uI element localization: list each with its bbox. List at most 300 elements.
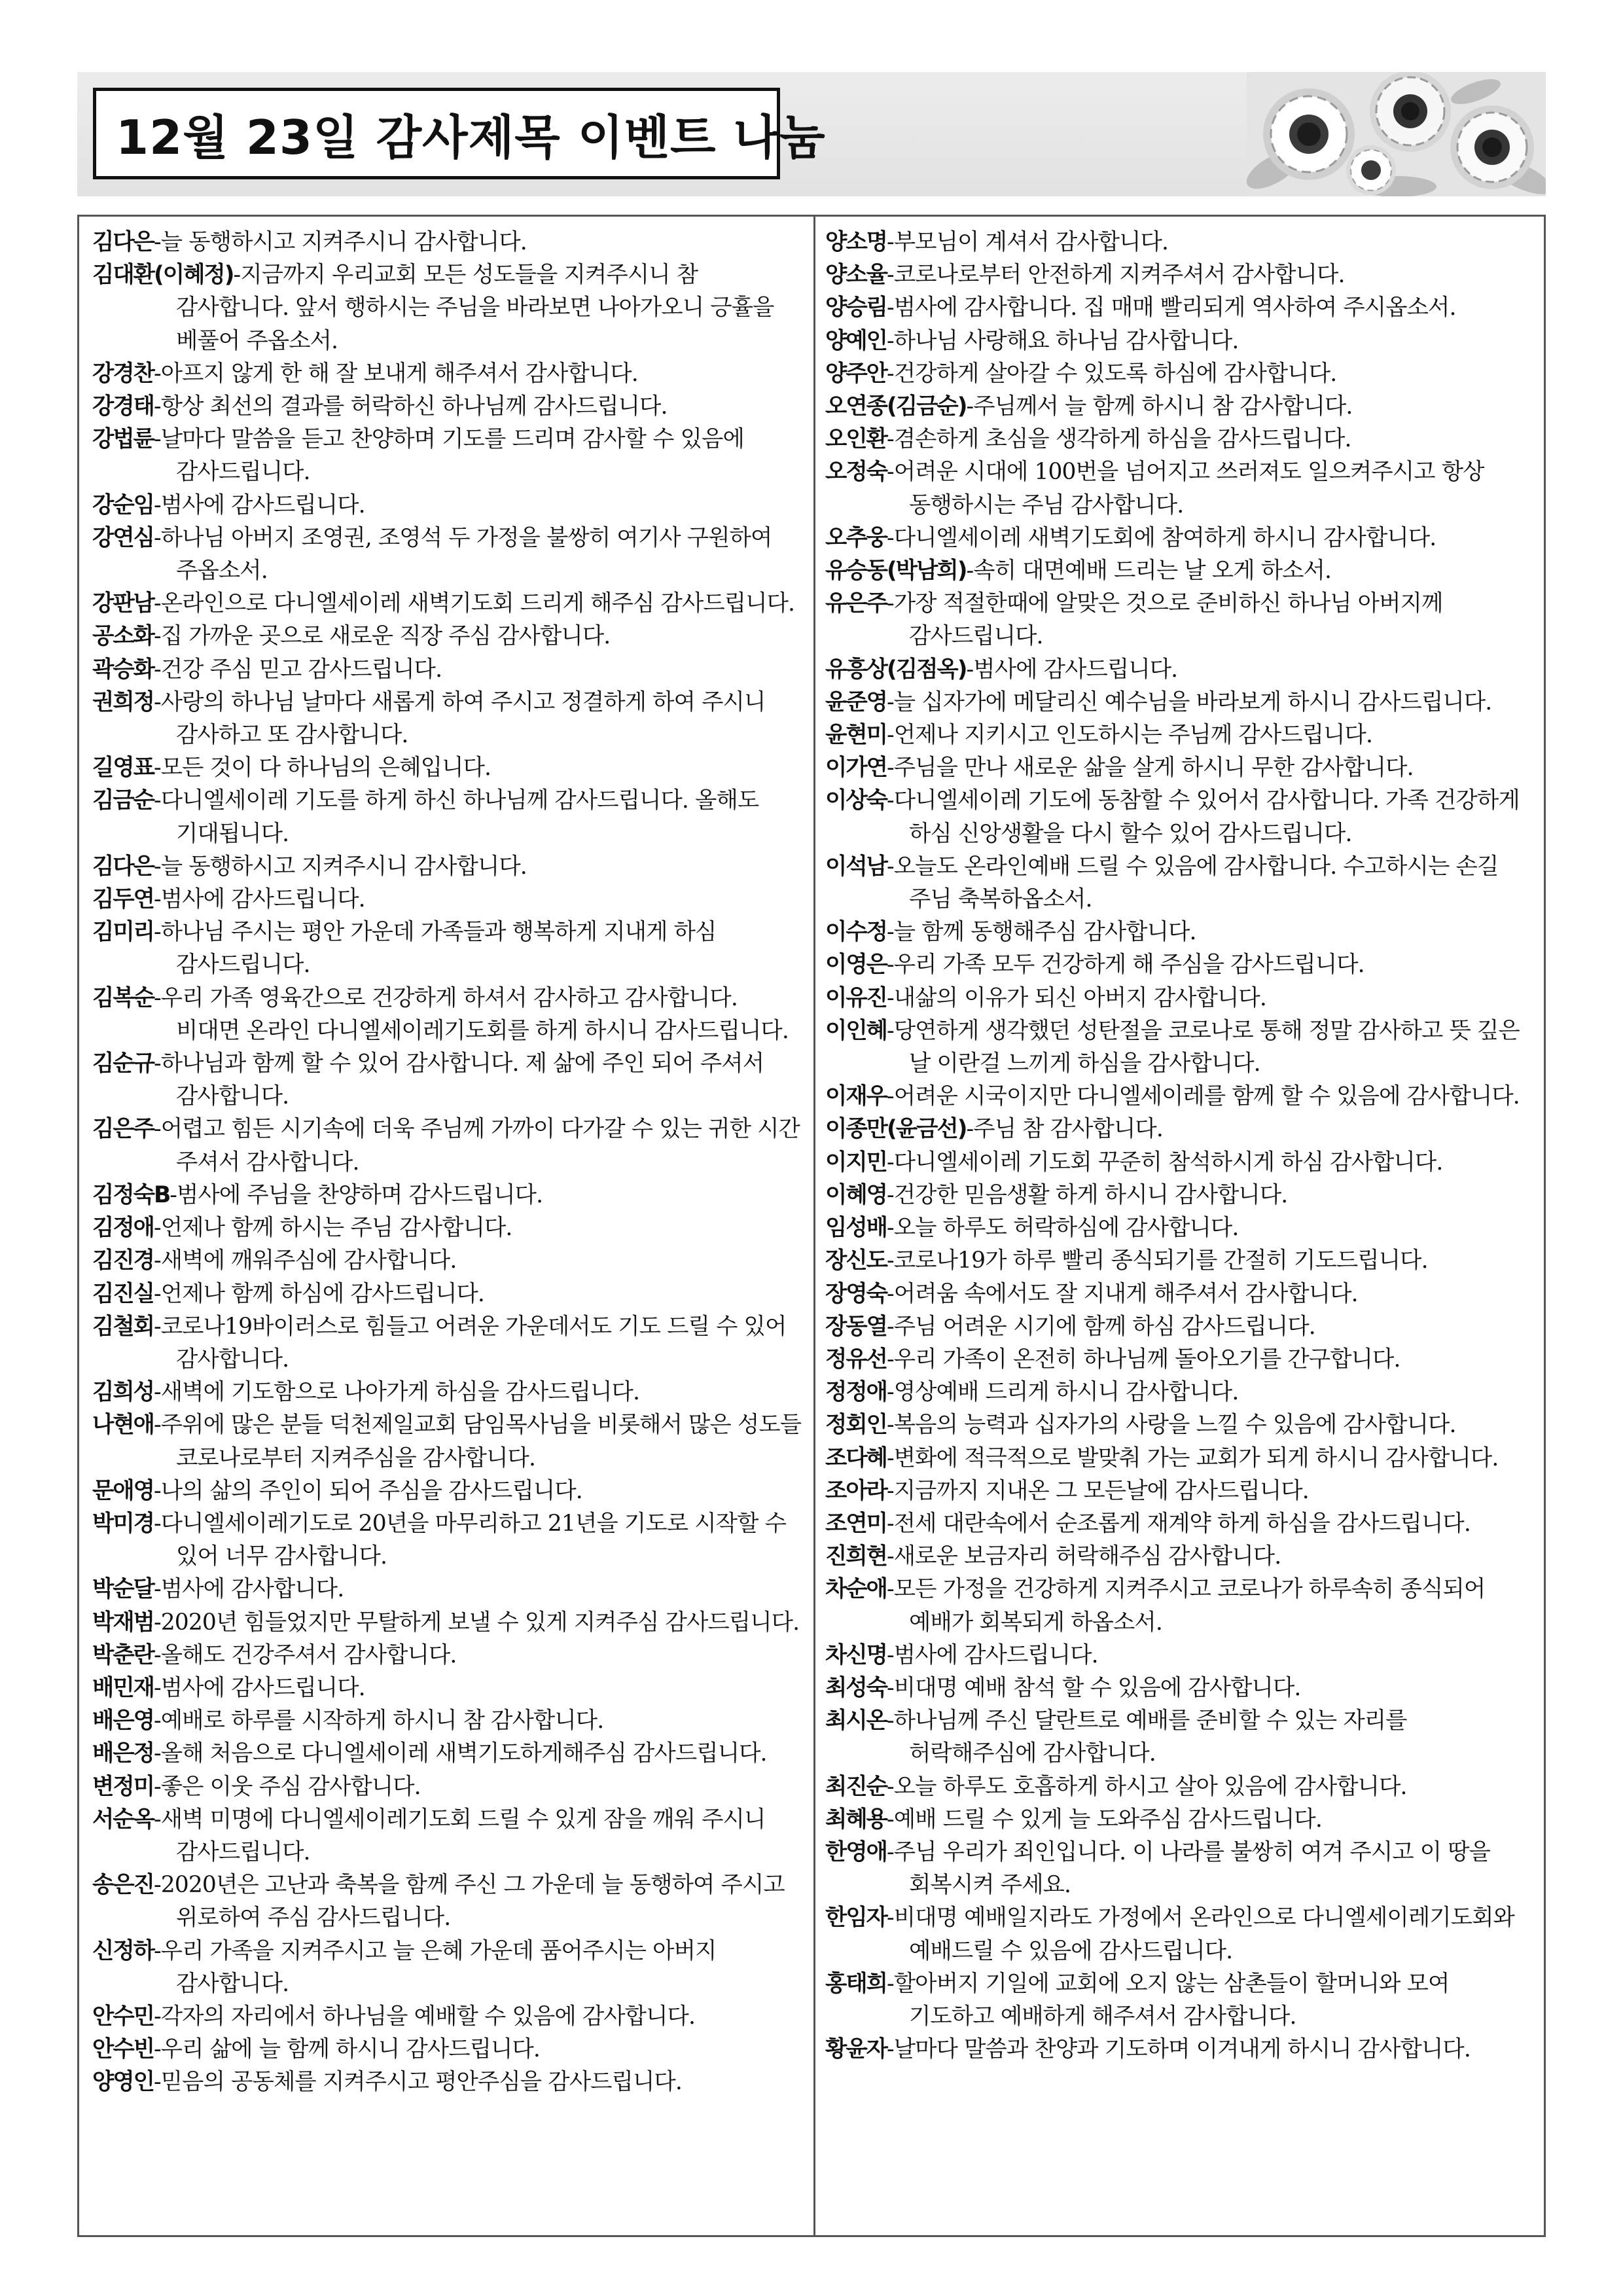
list-item bbox=[825, 1408, 1539, 1441]
entry-text: 다니엘세이레 기도에 동참할 수 있어서 감사합니다. 가족 건강하게 하심 신앙생활을 다시 할수 있어 감사드립니다. bbox=[893, 787, 1520, 847]
entry-text: 각자의 자리에서 하나님을 예배할 수 있음에 감사합니다. bbox=[160, 2003, 696, 2030]
list-item bbox=[825, 259, 1539, 291]
entry-dash: - bbox=[886, 755, 894, 781]
entry-name: 길영표 bbox=[92, 755, 154, 781]
entry-dash: - bbox=[886, 262, 894, 289]
list-item bbox=[825, 1672, 1539, 1704]
entry-text: 오늘 하루도 허락하심에 감사합니다. bbox=[893, 1215, 1239, 1242]
entry-name: 최시온 bbox=[825, 1708, 887, 1734]
entry-text: 2020년은 고난과 축복을 함께 주신 그 가운데 늘 동행하여 주시고 위로하여 주심 감사드립니다. bbox=[160, 1872, 785, 1931]
list-item bbox=[825, 982, 1539, 1014]
entry-dash: - bbox=[233, 262, 241, 289]
entry-dash: - bbox=[153, 2036, 161, 2063]
content-box bbox=[77, 215, 1546, 2237]
entry-text: 새로운 보금자리 허락해주심 감사합니다. bbox=[893, 1543, 1281, 1570]
entry-text: 범사에 주님을 찬양하며 감사드립니다. bbox=[177, 1181, 543, 1208]
list-item bbox=[825, 456, 1539, 521]
entry-dash: - bbox=[886, 1839, 894, 1865]
list-item bbox=[92, 751, 806, 784]
entry-name: 오추웅 bbox=[825, 524, 887, 551]
entry-dash: - bbox=[169, 1181, 177, 1208]
entry-dash: - bbox=[153, 524, 161, 551]
entry-text: 부모님이 계셔서 감사합니다. bbox=[893, 229, 1169, 255]
entry-name: 박재범 bbox=[92, 1609, 154, 1636]
entry-text: 항상 최선의 결과를 허락하신 하나님께 감사드립니다. bbox=[160, 393, 668, 420]
list-item bbox=[825, 1901, 1539, 1967]
entry-text: 하나님께 주신 달란트로 예배를 준비할 수 있는 자리를 허락해주심에 감사합니다. bbox=[893, 1708, 1407, 1767]
entry-text: 늘 함께 동행해주심 감사합니다. bbox=[893, 919, 1196, 946]
entry-dash: - bbox=[153, 1280, 161, 1307]
entry-dash: - bbox=[886, 1543, 894, 1570]
entry-name: 조다혜 bbox=[825, 1444, 887, 1471]
entry-name: 양승림 bbox=[825, 295, 887, 321]
entry-name: 김두연 bbox=[92, 886, 154, 913]
entry-text: 날마다 말씀과 찬양과 기도하며 이겨내게 하시니 감사합니다. bbox=[893, 2036, 1471, 2063]
entry-dash: - bbox=[153, 787, 161, 814]
entry-text: 예배로 하루를 시작하게 하시니 참 감사합니다. bbox=[160, 1708, 604, 1734]
entry-name: 유은주 bbox=[825, 590, 887, 617]
list-item bbox=[92, 1935, 806, 2000]
entry-name: 배은정 bbox=[92, 1740, 154, 1767]
entry-dash: - bbox=[886, 1346, 894, 1372]
list-item bbox=[825, 653, 1539, 686]
entry-dash: - bbox=[153, 1773, 161, 1800]
entry-text: 예배 드릴 수 있게 늘 도와주심 감사드립니다. bbox=[893, 1806, 1322, 1833]
entry-text: 속히 대면예배 드리는 날 오게 하소서. bbox=[973, 558, 1332, 584]
entry-name: 정유선 bbox=[825, 1346, 887, 1372]
list-item bbox=[825, 390, 1539, 423]
entry-name: 한임자 bbox=[825, 1905, 887, 1931]
entry-name: 배은영 bbox=[92, 1708, 154, 1734]
entry-text: 새벽에 기도함으로 나아가게 하심을 감사드립니다. bbox=[160, 1379, 640, 1406]
entry-text: 주님 우리가 죄인입니다. 이 나라를 불쌍히 여겨 주시고 이 땅을 회복시켜 주세요. bbox=[893, 1839, 1491, 1899]
list-item bbox=[92, 1639, 806, 1672]
entry-text: 우리 삶에 늘 함께 하시니 감사드립니다. bbox=[160, 2036, 540, 2063]
entry-dash: - bbox=[153, 393, 161, 420]
entry-name: 이가연 bbox=[825, 755, 887, 781]
entry-name: 강경태 bbox=[92, 393, 154, 420]
list-item bbox=[92, 489, 806, 522]
entry-text: 주님께서 늘 함께 하시니 참 감사합니다. bbox=[973, 393, 1353, 420]
entry-name: 김순규 bbox=[92, 1050, 154, 1077]
entry-name: 김정애 bbox=[92, 1215, 154, 1242]
entry-name: 이유진 bbox=[825, 984, 887, 1011]
list-item bbox=[92, 226, 806, 259]
entry-name: 나현애 bbox=[92, 1412, 154, 1439]
entry-name: 김다은 bbox=[92, 853, 154, 880]
list-item bbox=[92, 982, 806, 1047]
entry-dash: - bbox=[886, 2036, 894, 2063]
entry-dash: - bbox=[886, 1017, 894, 1044]
entry-dash: - bbox=[153, 1937, 161, 1964]
entry-dash: - bbox=[886, 229, 894, 255]
list-item bbox=[92, 1672, 806, 1704]
entry-dash: - bbox=[886, 327, 894, 354]
list-item bbox=[825, 1540, 1539, 1573]
entry-name: 조연미 bbox=[825, 1510, 887, 1537]
entry-dash: - bbox=[153, 1412, 161, 1439]
entry-text: 주님 어려운 시기에 함께 하심 감사드립니다. bbox=[893, 1313, 1315, 1340]
entry-name: 권희정 bbox=[92, 689, 154, 715]
entry-name: 오정숙 bbox=[825, 459, 887, 486]
entry-dash: - bbox=[886, 1181, 894, 1208]
list-item bbox=[825, 719, 1539, 751]
entry-name: 최진순 bbox=[825, 1773, 887, 1800]
entry-dash: - bbox=[886, 426, 894, 453]
entry-name: 이상숙 bbox=[825, 787, 887, 814]
entry-dash: - bbox=[886, 952, 894, 978]
entry-dash: - bbox=[886, 1247, 894, 1274]
entry-dash: - bbox=[886, 1379, 894, 1406]
list-item bbox=[825, 916, 1539, 948]
title-box bbox=[93, 88, 826, 179]
list-item bbox=[825, 357, 1539, 390]
list-item bbox=[92, 1803, 806, 1869]
entry-name: 이재우 bbox=[825, 1083, 887, 1110]
entry-text: 다니엘세이레 새벽기도회에 참여하게 하시니 감사합니다. bbox=[893, 524, 1436, 551]
entry-text: 오늘 하루도 호흡하게 하시고 살아 있음에 감사합니다. bbox=[893, 1773, 1407, 1800]
entry-text: 2020년 힘들었지만 무탈하게 보낼 수 있게 지켜주심 감사드립니다. bbox=[160, 1609, 800, 1636]
entry-name: 배민재 bbox=[92, 1674, 154, 1701]
entry-dash: - bbox=[153, 229, 161, 255]
entry-text: 지금까지 지내온 그 모든날에 감사드립니다. bbox=[893, 1477, 1309, 1504]
list-item bbox=[92, 1278, 806, 1310]
entry-dash: - bbox=[153, 426, 161, 453]
entry-name: 양영인 bbox=[92, 2069, 154, 2096]
entry-dash: - bbox=[886, 1905, 894, 1931]
entry-text: 주님 참 감사합니다. bbox=[973, 1116, 1163, 1143]
list-item bbox=[92, 2000, 806, 2033]
entry-text: 어렵고 힘든 시기속에 더욱 주님께 가까이 다가갈 수 있는 귀한 시간 주셔서 감사합니다. bbox=[160, 1116, 800, 1175]
entry-name: 김진실 bbox=[92, 1280, 154, 1307]
entry-dash: - bbox=[153, 886, 161, 913]
entry-text: 하나님 사랑해요 하나님 감사합니다. bbox=[893, 327, 1239, 354]
list-item bbox=[92, 1606, 806, 1639]
list-item bbox=[825, 686, 1539, 719]
entry-dash: - bbox=[886, 1215, 894, 1242]
entry-name: 진희현 bbox=[825, 1543, 887, 1570]
entry-dash: - bbox=[153, 755, 161, 781]
entry-text: 다니엘세이레 기도회 꾸준히 참석하시게 하심 감사합니다. bbox=[893, 1149, 1443, 1175]
entry-text: 건강 주심 믿고 감사드립니다. bbox=[160, 656, 442, 683]
entry-dash: - bbox=[886, 1773, 894, 1800]
entry-text: 범사에 감사드립니다. bbox=[973, 656, 1178, 683]
list-item bbox=[92, 1310, 806, 1376]
list-item bbox=[92, 2033, 806, 2066]
list-item bbox=[92, 587, 806, 620]
list-item bbox=[825, 784, 1539, 850]
list-item bbox=[825, 1146, 1539, 1179]
entry-name: 이지민 bbox=[825, 1149, 887, 1175]
entry-dash: - bbox=[153, 984, 161, 1011]
entry-name: 양예인 bbox=[825, 327, 887, 354]
entry-text: 나의 삶의 주인이 되어 주심을 감사드립니다. bbox=[160, 1477, 582, 1504]
entry-dash: - bbox=[153, 919, 161, 946]
entry-text: 언제나 함께 하시는 주님 감사합니다. bbox=[160, 1215, 512, 1242]
list-item bbox=[825, 1770, 1539, 1803]
left-column bbox=[92, 226, 806, 2099]
list-item bbox=[825, 587, 1539, 653]
entry-name: 정회인 bbox=[825, 1412, 887, 1439]
entry-text: 올해도 건강주셔서 감사합니다. bbox=[160, 1641, 457, 1668]
entry-name: 최혜용 bbox=[825, 1806, 887, 1833]
entry-name: 이종만(윤금선) bbox=[825, 1116, 967, 1143]
entry-dash: - bbox=[886, 787, 894, 814]
entry-name: 안수민 bbox=[92, 2003, 154, 2030]
entry-text: 변화에 적극적으로 발맞춰 가는 교회가 되게 하시니 감사합니다. bbox=[893, 1444, 1499, 1471]
entry-name: 오인환 bbox=[825, 426, 887, 453]
entry-text: 모든 가정을 건강하게 지켜주시고 코로나가 하루속히 종식되어 예배가 회복되게 하옵소서. bbox=[893, 1576, 1486, 1636]
list-item bbox=[825, 1967, 1539, 2033]
entry-dash: - bbox=[153, 1247, 161, 1274]
entry-dash: - bbox=[153, 1313, 161, 1340]
list-item bbox=[825, 423, 1539, 456]
list-item bbox=[825, 1343, 1539, 1376]
entry-text: 믿음의 공동체를 지켜주시고 평안주심을 감사드립니다. bbox=[160, 2069, 682, 2096]
entry-text: 날마다 말씀을 듣고 찬양하며 기도를 드리며 감사할 수 있음에 감사드립니다. bbox=[160, 426, 744, 486]
list-item bbox=[825, 1573, 1539, 1638]
entry-text: 오늘도 온라인예배 드릴 수 있음에 감사합니다. 수고하시는 손길 주님 축복하옵소서. bbox=[893, 853, 1499, 913]
entry-dash: - bbox=[966, 656, 974, 683]
entry-name: 차신명 bbox=[825, 1641, 887, 1668]
list-item bbox=[825, 1310, 1539, 1343]
entry-dash: - bbox=[153, 1379, 161, 1406]
entry-text: 아프지 않게 한 해 잘 보내게 해주셔서 감사합니다. bbox=[160, 360, 638, 387]
entry-name: 홍태희 bbox=[825, 1970, 887, 1997]
list-item bbox=[825, 1080, 1539, 1113]
entry-text: 코로나로부터 안전하게 지켜주셔서 감사합니다. bbox=[893, 262, 1345, 289]
entry-name: 박춘란 bbox=[92, 1641, 154, 1668]
list-item bbox=[825, 751, 1539, 784]
entry-name: 김진경 bbox=[92, 1247, 154, 1274]
entry-dash: - bbox=[153, 2003, 161, 2030]
list-item bbox=[825, 1278, 1539, 1310]
entry-dash: - bbox=[886, 722, 894, 749]
entry-text: 늘 동행하시고 지켜주시니 감사합니다. bbox=[160, 853, 527, 880]
entry-name: 이인혜 bbox=[825, 1017, 887, 1044]
entry-name: 강판남 bbox=[92, 590, 154, 617]
list-item bbox=[92, 1737, 806, 1770]
entry-text: 하나님과 함께 할 수 있어 감사합니다. 제 삶에 주인 되어 주셔서 감사합니다. bbox=[160, 1050, 764, 1110]
entry-dash: - bbox=[886, 1576, 894, 1603]
entry-text: 언제나 함께 하심에 감사드립니다. bbox=[160, 1280, 484, 1307]
list-item bbox=[825, 1704, 1539, 1770]
entry-name: 강순임 bbox=[92, 492, 154, 518]
entry-name: 정정애 bbox=[825, 1379, 887, 1406]
list-item bbox=[825, 948, 1539, 981]
entry-name: 안수빈 bbox=[92, 2036, 154, 2063]
entry-name: 김희성 bbox=[92, 1379, 154, 1406]
entry-name: 이혜영 bbox=[825, 1181, 887, 1208]
entry-name: 김미리 bbox=[92, 919, 154, 946]
entry-text: 하나님 주시는 평안 가운데 가족들과 행복하게 지내게 하심 감사드립니다. bbox=[160, 919, 717, 978]
entry-dash: - bbox=[886, 1444, 894, 1471]
entry-dash: - bbox=[153, 360, 161, 387]
list-item bbox=[92, 1047, 806, 1113]
entry-name: 양소명 bbox=[825, 229, 887, 255]
entry-text: 지금까지 우리교회 모든 성도들을 지켜주시니 참 감사합니다. 앞서 행하시는 주님을 바라보면 나아가오니 긍휼을 베풀어 주옵소서. bbox=[176, 262, 774, 354]
list-item bbox=[825, 2033, 1539, 2066]
entry-text: 당연하게 생각했던 성탄절을 코로나로 통해 정말 감사하고 뜻 깊은 날 이란걸 느끼게 하심을 감사합니다. bbox=[893, 1017, 1520, 1077]
entry-name: 박순달 bbox=[92, 1576, 154, 1603]
entry-text: 영상예배 드리게 하시니 감사합니다. bbox=[893, 1379, 1239, 1406]
entry-text: 범사에 감사드립니다. bbox=[160, 886, 365, 913]
entry-text: 어려운 시국이지만 다니엘세이레를 함께 할 수 있음에 감사합니다. bbox=[893, 1083, 1520, 1110]
list-item bbox=[825, 554, 1539, 587]
entry-dash: - bbox=[886, 689, 894, 715]
entry-name: 공소화 bbox=[92, 623, 154, 650]
entry-name: 박미경 bbox=[92, 1510, 154, 1537]
entry-name: 김대환(이혜정) bbox=[92, 262, 234, 289]
entry-dash: - bbox=[153, 853, 161, 880]
list-item bbox=[92, 1704, 806, 1737]
entry-text: 하나님 아버지 조영권, 조영석 두 가정을 불쌍히 여기사 구원하여 주옵소서. bbox=[160, 524, 772, 584]
entry-text: 비대명 예배일지라도 가정에서 온라인으로 다니엘세이레기도회와 예배드릴 수 있음에 감사드립니다. bbox=[893, 1905, 1514, 1964]
entry-dash: - bbox=[886, 360, 894, 387]
entry-text: 건강하게 살아갈 수 있도록 하심에 감사합니다. bbox=[893, 360, 1337, 387]
list-item bbox=[825, 325, 1539, 357]
entry-name: 김정숙B bbox=[92, 1181, 170, 1208]
entry-name: 강법륜 bbox=[92, 426, 154, 453]
entry-dash: - bbox=[886, 1510, 894, 1537]
list-item bbox=[825, 291, 1539, 324]
entry-text: 범사에 감사합니다. 집 매매 빨리되게 역사하여 주시옵소서. bbox=[893, 295, 1456, 321]
entry-dash: - bbox=[153, 1116, 161, 1143]
entry-text: 우리 가족을 지켜주시고 늘 은혜 가운데 품어주시는 아버지 감사합니다. bbox=[160, 1937, 717, 1997]
entry-name: 강연심 bbox=[92, 524, 154, 551]
entry-text: 사랑의 하나님 날마다 새롭게 하여 주시고 정결하게 하여 주시니 감사하고 또 감사합니다. bbox=[160, 689, 766, 749]
list-item bbox=[92, 850, 806, 883]
entry-name: 최성숙 bbox=[825, 1674, 887, 1701]
entry-name: 강경찬 bbox=[92, 360, 154, 387]
list-item bbox=[92, 883, 806, 916]
entry-dash: - bbox=[153, 1674, 161, 1701]
entry-name: 송은진 bbox=[92, 1872, 154, 1899]
entry-name: 임성배 bbox=[825, 1215, 887, 1242]
list-item bbox=[92, 1408, 806, 1474]
entry-dash: - bbox=[886, 853, 894, 880]
entry-dash: - bbox=[153, 1708, 161, 1734]
list-item bbox=[92, 2066, 806, 2098]
entry-dash: - bbox=[153, 1576, 161, 1603]
entry-text: 새벽 미명에 다니엘세이레기도회 드릴 수 있게 잠을 깨워 주시니 감사드립니다. bbox=[160, 1806, 766, 1865]
entry-name: 양소율 bbox=[825, 262, 887, 289]
entry-text: 우리 가족 영육간으로 건강하게 하셔서 감사하고 감사합니다. 비대면 온라인 다니엘세이레기도회를 하게 하시니 감사드립니다. bbox=[160, 984, 789, 1044]
entry-dash: - bbox=[153, 1641, 161, 1668]
list-item bbox=[92, 1770, 806, 1803]
entry-text: 좋은 이웃 주심 감사합니다. bbox=[160, 1773, 421, 1800]
entry-name: 서순옥 bbox=[92, 1806, 154, 1833]
entry-dash: - bbox=[886, 1477, 894, 1504]
right-column bbox=[825, 226, 1539, 2066]
entry-dash: - bbox=[886, 524, 894, 551]
entry-text: 다니엘세이레기도로 20년을 마무리하고 21년을 기도로 시작할 수 있어 너무 감사합니다. bbox=[160, 1510, 787, 1570]
entry-name: 조아라 bbox=[825, 1477, 887, 1504]
entry-dash: - bbox=[886, 590, 894, 617]
entry-text: 어려움 속에서도 잘 지내게 해주셔서 감사합니다. bbox=[893, 1280, 1358, 1307]
entry-name: 윤현미 bbox=[825, 722, 887, 749]
list-item bbox=[825, 1376, 1539, 1408]
list-item bbox=[92, 390, 806, 423]
list-item bbox=[92, 1475, 806, 1507]
entry-dash: - bbox=[886, 1641, 894, 1668]
list-item bbox=[825, 226, 1539, 259]
entry-name: 오연종(김금순) bbox=[825, 393, 967, 420]
list-item bbox=[92, 357, 806, 390]
list-item bbox=[92, 423, 806, 488]
list-item bbox=[92, 1244, 806, 1277]
entry-dash: - bbox=[153, 623, 161, 650]
sunflower-decoration-icon bbox=[1247, 72, 1546, 196]
list-item bbox=[92, 1179, 806, 1211]
entry-name: 유승동(박남희) bbox=[825, 558, 967, 584]
list-item bbox=[92, 1573, 806, 1605]
entry-dash: - bbox=[153, 1477, 161, 1504]
entry-name: 장신도 bbox=[825, 1247, 887, 1274]
entry-dash: - bbox=[966, 1116, 974, 1143]
list-item bbox=[92, 686, 806, 751]
entry-text: 건강한 믿음생활 하게 하시니 감사합니다. bbox=[893, 1181, 1288, 1208]
list-item bbox=[825, 1179, 1539, 1211]
entry-text: 할아버지 기일에 교회에 오지 않는 삼촌들이 할머니와 모여 기도하고 예배하게 해주셔서 감사합니다. bbox=[893, 1970, 1450, 2030]
entry-dash: - bbox=[153, 1740, 161, 1767]
list-item bbox=[825, 1442, 1539, 1475]
entry-dash: - bbox=[153, 1609, 161, 1636]
entry-name: 곽승화 bbox=[92, 656, 154, 683]
list-item bbox=[92, 1376, 806, 1408]
entry-dash: - bbox=[886, 1708, 894, 1734]
entry-name: 신정하 bbox=[92, 1937, 154, 1964]
entry-dash: - bbox=[153, 1050, 161, 1077]
entry-dash: - bbox=[886, 1280, 894, 1307]
entry-text: 코로나19바이러스로 힘들고 어려운 가운데서도 기도 드릴 수 있어 감사합니다. bbox=[160, 1313, 787, 1372]
entry-name: 문애영 bbox=[92, 1477, 154, 1504]
entry-text: 다니엘세이레 기도를 하게 하신 하나님께 감사드립니다. 올해도 기대됩니다. bbox=[160, 787, 759, 847]
entry-name: 김은주 bbox=[92, 1116, 154, 1143]
entry-text: 겸손하게 초심을 생각하게 하심을 감사드립니다. bbox=[893, 426, 1351, 453]
list-item bbox=[825, 1014, 1539, 1080]
entry-dash: - bbox=[886, 984, 894, 1011]
entry-text: 모든 것이 다 하나님의 은혜입니다. bbox=[160, 755, 491, 781]
list-item bbox=[825, 1211, 1539, 1244]
entry-dash: - bbox=[886, 295, 894, 321]
list-item bbox=[825, 1803, 1539, 1836]
list-item bbox=[92, 1869, 806, 1934]
entry-text: 범사에 감사합니다. bbox=[160, 1576, 344, 1603]
entry-dash: - bbox=[153, 1872, 161, 1899]
entry-dash: - bbox=[153, 492, 161, 518]
entry-name: 양주안 bbox=[825, 360, 887, 387]
entry-text: 범사에 감사드립니다. bbox=[160, 1674, 365, 1701]
list-item bbox=[92, 620, 806, 653]
entry-dash: - bbox=[886, 1412, 894, 1439]
list-item bbox=[825, 1836, 1539, 1901]
entry-name: 장영숙 bbox=[825, 1280, 887, 1307]
entry-dash: - bbox=[153, 2069, 161, 2096]
entry-dash: - bbox=[886, 1149, 894, 1175]
entry-text: 주님을 만나 새로운 삶을 살게 하시니 무한 감사합니다. bbox=[893, 755, 1414, 781]
entry-dash: - bbox=[886, 1674, 894, 1701]
entry-text: 우리 가족 모두 건강하게 해 주심을 감사드립니다. bbox=[893, 952, 1364, 978]
entry-name: 김복순 bbox=[92, 984, 154, 1011]
entry-dash: - bbox=[886, 1083, 894, 1110]
list-item bbox=[92, 522, 806, 587]
list-item bbox=[92, 784, 806, 850]
entry-name: 윤준영 bbox=[825, 689, 887, 715]
entry-text: 늘 십자가에 메달리신 예수님을 바라보게 하시니 감사드립니다. bbox=[893, 689, 1492, 715]
entry-dash: - bbox=[966, 393, 974, 420]
entry-text: 언제나 지키시고 인도하시는 주님께 감사드립니다. bbox=[893, 722, 1373, 749]
